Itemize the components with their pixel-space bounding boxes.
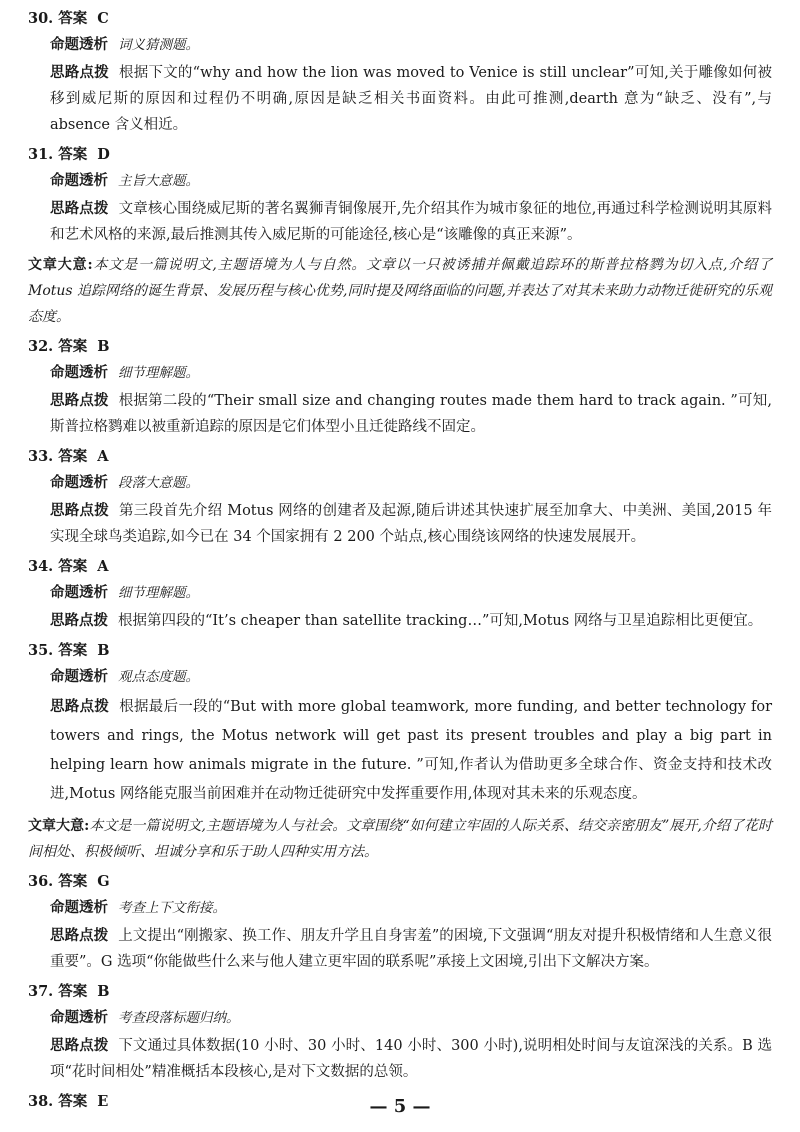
q37-choice: B <box>97 983 110 1000</box>
q33-type: 段落大意题。 <box>118 475 199 491</box>
q34-type-row <box>28 580 772 606</box>
q34-type-label: 命题透析 <box>50 584 108 601</box>
q38-choice: E <box>97 1093 109 1110</box>
q35-type-label: 命题透析 <box>50 668 108 685</box>
q36-choice: G <box>97 873 110 890</box>
q32-explanation <box>28 388 772 440</box>
q33-explanation <box>28 498 772 550</box>
q37-type-label: 命题透析 <box>50 1009 108 1026</box>
q32-hint: 根据第二段的“Their small size and changing routes made them hard to track again. ”可知,斯普拉格鹨难以被重新追踪的原因是它们体型小且迁徙路线不固定。 <box>50 393 773 435</box>
q35-hint-label: 思路点拨 <box>50 698 110 715</box>
q32-number: 32. 答案 <box>28 338 88 355</box>
q31-number: 31. 答案 <box>28 146 88 163</box>
q36-answer <box>28 871 772 893</box>
q35-hint: 根据最后一段的“But with more global teamwork, more funding, and better technology for towers and rings, the Motus network will get past its present troubles and play a big part in helping learn how animals migrate in the future. ”可知,作者认为借助更多全球合作、资金支持和技术改进,Motus 网络能克服当前困难并在动物迁徙研究中发挥重要作用,体现对其未来的乐观态度。 <box>50 699 772 802</box>
q34-hint: 根据第四段的“It’s cheaper than satellite tracking…”可知,Motus 网络与卫星追踪相比更便宜。 <box>118 613 763 629</box>
q31-hint: 文章核心围绕威尼斯的著名翼狮青铜像展开,先介绍其作为城市象征的地位,再通过科学检测说明其原料和艺术风格的来源,最后推测其传入威尼斯的可能途径,核心是“该雕像的真正来源”。 <box>50 201 773 243</box>
q34-answer <box>28 556 772 578</box>
q32-choice: B <box>97 338 110 355</box>
q34-hint-label: 思路点拨 <box>50 612 108 629</box>
passage-summary-1 <box>28 252 772 330</box>
q36-type-row <box>28 895 772 921</box>
q36-explanation <box>28 923 772 975</box>
summary-2-text: 本文是一篇说明文,主题语境为人与社会。文章围绕“如何建立牢固的人际关系、结交亲密朋友”展开,介绍了花时间相处、积极倾听、坦诚分享和乐于助人四种实用方法。 <box>28 818 773 860</box>
q37-type-row <box>28 1005 772 1031</box>
q35-explanation <box>28 692 772 809</box>
q34-number: 34. 答案 <box>28 558 88 575</box>
summary-1-text: 本文是一篇说明文,主题语境为人与自然。文章以一只被诱捕并佩戴追踪环的斯普拉格鹨为切入点,介绍了 Motus 追踪网络的诞生背景、发展历程与核心优势,同时提及网络面临的问题,并表达了对其未来助力动物迁徙研究的乐观态度。 <box>28 257 772 325</box>
q30-answer <box>28 8 772 30</box>
q32-type-label: 命题透析 <box>50 364 108 381</box>
q33-type-row <box>28 470 772 496</box>
q31-type-row <box>28 168 772 194</box>
q30-type: 词义猜测题。 <box>118 37 199 53</box>
q34-choice: A <box>97 558 109 575</box>
q32-type: 细节理解题。 <box>118 365 199 381</box>
q37-explanation <box>28 1033 772 1085</box>
q31-type-label: 命题透析 <box>50 172 108 189</box>
q36-hint: 上文提出“刚搬家、换工作、朋友升学且自身害羞”的困境,下文强调“朋友对提升积极情绪和人生意义很重要”。G 选项“你能做些什么来与他人建立更牢固的联系呢”承接上文困境,引出下文解决方案。 <box>50 928 773 970</box>
q31-choice: D <box>97 146 110 163</box>
q34-explanation <box>28 608 772 634</box>
q30-hint: 根据下文的“why and how the lion was moved to Venice is still unclear”可知,关于雕像如何被移到威尼斯的原因和过程仍不明确,原因是缺乏相关书面资料。由此可推测,dearth 意为“缺乏、没有”,与 absence 含义相近。 <box>50 65 773 133</box>
page-number: — 5 — <box>369 1096 431 1117</box>
q33-answer <box>28 446 772 468</box>
q33-choice: A <box>97 448 109 465</box>
q30-number: 30. 答案 <box>28 10 88 27</box>
q36-hint-label: 思路点拨 <box>50 927 109 944</box>
q31-explanation <box>28 196 772 248</box>
q34-type: 细节理解题。 <box>118 585 199 601</box>
q33-hint-label: 思路点拨 <box>50 502 110 519</box>
q37-type: 考查段落标题归纳。 <box>118 1010 240 1026</box>
q37-hint: 下文通过具体数据(10 小时、30 小时、140 小时、300 小时),说明相处时间与友谊深浅的关系。B 选项“花时间相处”精准概括本段核心,是对下文数据的总领。 <box>50 1038 773 1080</box>
q31-hint-label: 思路点拨 <box>50 200 109 217</box>
summary-2-label: 文章大意: <box>28 818 90 834</box>
q32-hint-label: 思路点拨 <box>50 392 109 409</box>
q37-number: 37. 答案 <box>28 983 88 1000</box>
q33-type-label: 命题透析 <box>50 474 108 491</box>
q36-type: 考查上下文衔接。 <box>118 900 226 916</box>
q30-explanation <box>28 60 772 138</box>
q33-number: 33. 答案 <box>28 448 88 465</box>
q33-hint: 第三段首先介绍 Motus 网络的创建者及起源,随后讲述其快速扩展至加拿大、中美洲、美国,2015 年实现全球鸟类追踪,如今已在 34 个国家拥有 2 200 个站点,核心围绕该网络的快速发展展开。 <box>50 503 773 545</box>
summary-1-label: 文章大意: <box>28 257 93 273</box>
q30-hint-label: 思路点拨 <box>50 64 109 81</box>
q36-number: 36. 答案 <box>28 873 88 890</box>
q30-choice: C <box>97 10 109 27</box>
q31-answer <box>28 144 772 166</box>
q37-answer <box>28 981 772 1003</box>
q38-number: 38. 答案 <box>28 1093 88 1110</box>
q32-answer <box>28 336 772 358</box>
answer-page <box>28 8 772 1113</box>
q36-type-label: 命题透析 <box>50 899 108 916</box>
q37-hint-label: 思路点拨 <box>50 1037 109 1054</box>
q35-number: 35. 答案 <box>28 642 88 659</box>
q30-type-label: 命题透析 <box>50 36 108 53</box>
q31-type: 主旨大意题。 <box>118 173 199 189</box>
q30-type-row <box>28 32 772 58</box>
passage-summary-2 <box>28 813 772 865</box>
q32-type-row <box>28 360 772 386</box>
q35-answer <box>28 640 772 662</box>
q35-type-row <box>28 664 772 690</box>
q35-choice: B <box>97 642 110 659</box>
q35-type: 观点态度题。 <box>118 669 199 685</box>
